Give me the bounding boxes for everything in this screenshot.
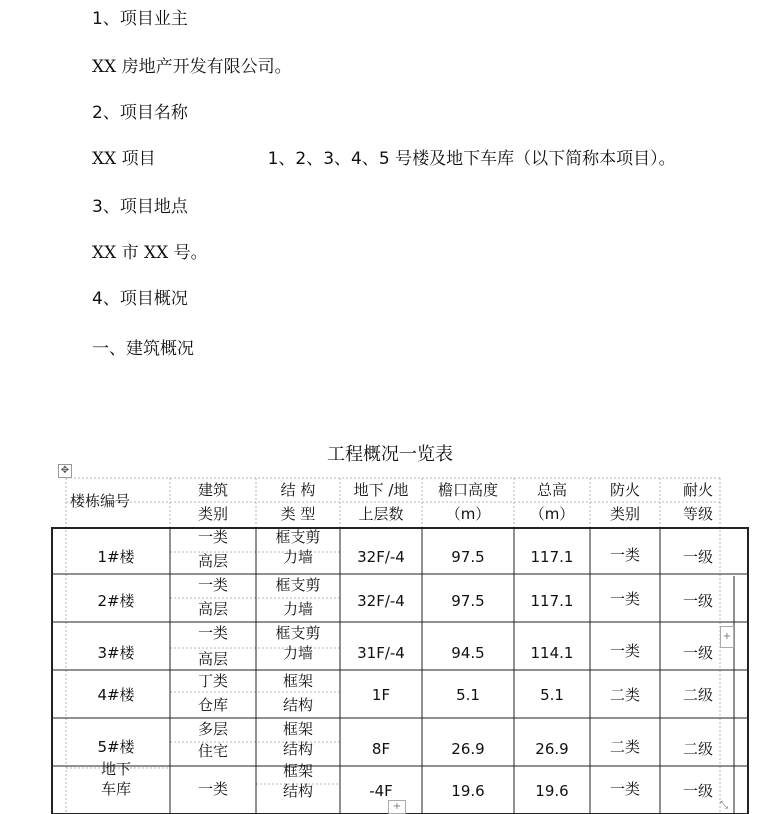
section-heading-location: 3、项目地点: [92, 197, 188, 217]
row-2-total: 117.1: [530, 592, 574, 610]
table-resize-icon[interactable]: ⤡: [720, 800, 728, 811]
row-2-structure-1: 框支剪: [275, 576, 321, 594]
row-5-fire-class: 二类: [609, 738, 640, 756]
row-2-name: 2#楼: [97, 592, 135, 610]
row-3-eave: 94.5: [451, 644, 485, 662]
header-category-1: 建筑: [197, 481, 228, 499]
row-3-total: 114.1: [530, 644, 574, 662]
row-2-category-1: 一类: [197, 576, 228, 594]
row-6-category: 一类: [197, 780, 228, 798]
row-4-structure-1: 框架: [282, 672, 313, 690]
header-fire-class-1: 防火: [609, 481, 640, 499]
header-category-2: 类别: [197, 505, 228, 523]
row-2-fire-rating: 一级: [682, 592, 713, 610]
row-1-eave: 97.5: [451, 548, 485, 566]
row-1-name: 1#楼: [97, 548, 135, 566]
row-2-floors: 32F/-4: [357, 592, 405, 610]
row-6-floors: -4F: [369, 782, 393, 800]
row-4-fire-class: 二类: [609, 686, 640, 704]
project-name-prefix: XX 项目: [92, 149, 156, 169]
table-move-handle-icon[interactable]: ✥: [58, 464, 72, 478]
header-structure-2: 类 型: [280, 505, 316, 523]
header-fire-class-2: 类别: [609, 505, 640, 523]
header-eave-1: 檐口高度: [437, 481, 498, 499]
row-1-floors: 32F/-4: [357, 548, 405, 566]
section-heading-project-name: 2、项目名称: [92, 103, 188, 123]
row-5-name: 5#楼: [97, 738, 135, 756]
header-total-2: （m）: [529, 505, 575, 523]
row-4-fire-rating: 二级: [682, 686, 713, 704]
header-building-no: 楼栋编号: [70, 492, 131, 510]
section-heading-overview: 4、项目概况: [92, 289, 188, 309]
row-5-floors: 8F: [371, 740, 391, 758]
header-structure-1: 结 构: [280, 481, 316, 499]
header-fire-rating-1: 耐火: [682, 481, 713, 499]
row-2-fire-class: 一类: [609, 590, 640, 608]
row-5-structure-1: 框架: [282, 720, 313, 738]
row-3-category-1: 一类: [197, 624, 228, 642]
row-6-eave: 19.6: [451, 782, 485, 800]
row-4-structure-2: 结构: [282, 696, 313, 714]
row-6-name-1: 地下: [100, 760, 131, 778]
row-4-total: 5.1: [540, 686, 564, 704]
row-6-name-2: 车库: [100, 780, 131, 798]
row-2-eave: 97.5: [451, 592, 485, 610]
add-row-icon[interactable]: +: [388, 800, 406, 814]
row-3-structure-1: 框支剪: [275, 624, 321, 642]
row-3-name: 3#楼: [97, 644, 135, 662]
header-floors-1: 地下 /地: [353, 481, 409, 499]
row-2-category-2: 高层: [197, 600, 228, 618]
row-6-fire-class: 一类: [609, 780, 640, 798]
row-5-fire-rating: 二级: [682, 740, 713, 758]
subsection-heading-building: 一、建筑概况: [92, 339, 194, 359]
row-1-total: 117.1: [530, 548, 574, 566]
row-4-name: 4#楼: [97, 686, 135, 704]
section-heading-owner: 1、项目业主: [92, 9, 188, 29]
row-1-category-2: 高层: [197, 552, 228, 570]
table-title: 工程概况一览表: [327, 444, 453, 465]
row-6-fire-rating: 一级: [682, 782, 713, 800]
header-eave-2: （m）: [445, 505, 491, 523]
header-total-1: 总高: [536, 481, 567, 499]
row-5-category-1: 多层: [197, 720, 228, 738]
row-3-fire-rating: 一级: [682, 644, 713, 662]
row-1-structure-1: 框支剪: [275, 528, 321, 546]
row-3-structure-2: 力墙: [282, 644, 313, 662]
row-1-fire-class: 一类: [609, 546, 640, 564]
row-1-structure-2: 力墙: [282, 548, 313, 566]
location-value: XX 市 XX 号。: [92, 243, 208, 263]
row-6-structure-1: 框架: [282, 762, 313, 780]
header-fire-rating-2: 等级: [682, 505, 713, 523]
row-4-category-2: 仓库: [197, 696, 228, 714]
row-6-total: 19.6: [535, 782, 569, 800]
add-column-icon[interactable]: +: [720, 626, 734, 648]
row-4-category-1: 丁类: [197, 672, 228, 690]
project-name-value: 1、2、3、4、5 号楼及地下车库（以下简称本项目）。: [267, 149, 676, 169]
header-floors-2: 上层数: [358, 505, 404, 523]
row-2-structure-2: 力墙: [282, 600, 313, 618]
row-6-structure-2: 结构: [282, 782, 313, 800]
row-4-floors: 1F: [371, 686, 391, 704]
row-4-eave: 5.1: [456, 686, 480, 704]
row-3-floors: 31F/-4: [357, 644, 405, 662]
row-5-eave: 26.9: [451, 740, 485, 758]
row-1-fire-rating: 一级: [682, 548, 713, 566]
row-5-total: 26.9: [535, 740, 569, 758]
project-name-line: [92, 148, 676, 170]
row-1-category-1: 一类: [197, 528, 228, 546]
row-3-category-2: 高层: [197, 650, 228, 668]
row-3-fire-class: 一类: [609, 642, 640, 660]
owner-value: XX 房地产开发有限公司。: [92, 57, 292, 77]
row-5-category-2: 住宅: [197, 742, 228, 760]
row-5-structure-2: 结构: [282, 740, 313, 758]
